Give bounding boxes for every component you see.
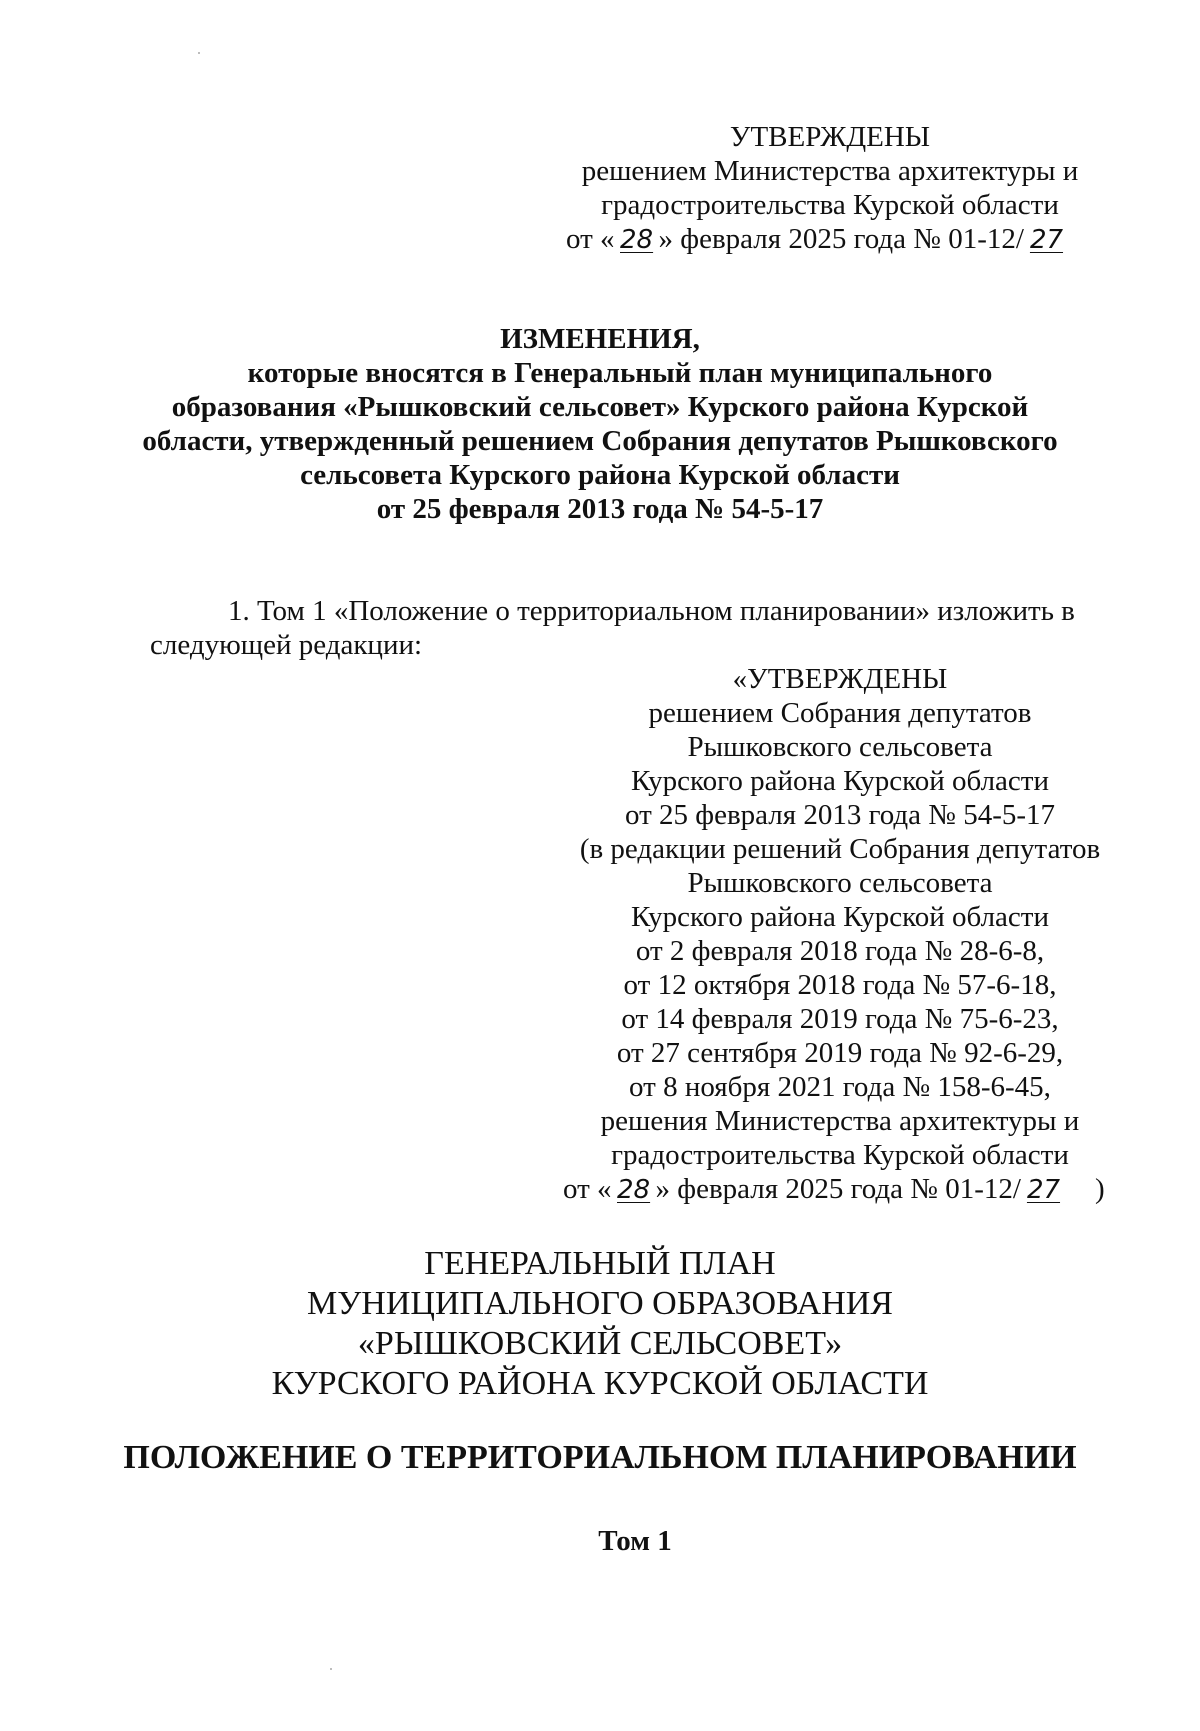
scan-speck xyxy=(330,1668,332,1670)
heading-line-3: области, утвержденный решением Собрания депутатов Рышковского xyxy=(142,425,1058,457)
plan-title-line-4: КУРСКОГО РАЙОНА КУРСКОЙ ОБЛАСТИ xyxy=(271,1365,929,1402)
approval-line-1: решением Министерства архитектуры и xyxy=(581,155,1079,187)
approval-date-prefix: от « xyxy=(566,223,615,255)
approval2-date-day-handwritten: 28 xyxy=(617,1175,651,1205)
approval2-date-middle: » февраля 2025 года № 01-12/ xyxy=(655,1173,1021,1205)
approval-date-number-handwritten: 27 xyxy=(1029,225,1064,255)
scan-speck xyxy=(198,52,200,54)
approval2-line-7: Курского района Курской области xyxy=(631,901,1049,933)
heading-line-1: которые вносятся в Генеральный план муниципального xyxy=(247,357,993,389)
plan-title-line-3: «РЫШКОВСКИЙ СЕЛЬСОВЕТ» xyxy=(357,1325,843,1362)
approval2-date-suffix: ) xyxy=(1094,1173,1105,1205)
approval-date-middle: » февраля 2025 года № 01-12/ xyxy=(658,223,1024,255)
paragraph-1-line-1: 1. Том 1 «Положение о территориальном планировании» изложить в xyxy=(228,595,1075,627)
approval-title: УТВЕРЖДЕНЫ xyxy=(729,121,931,153)
section-title: ПОЛОЖЕНИЕ О ТЕРРИТОРИАЛЬНОМ ПЛАНИРОВАНИИ xyxy=(123,1439,1077,1476)
plan-title-line-2: МУНИЦИПАЛЬНОГО ОБРАЗОВАНИЯ xyxy=(307,1285,893,1322)
approval2-line-5: (в редакции решений Собрания депутатов xyxy=(579,833,1101,865)
approval2-line-9: от 12 октября 2018 года № 57-6-18, xyxy=(623,969,1057,1001)
approval2-line-6: Рышковского сельсовета xyxy=(687,867,993,899)
approval2-line-8: от 2 февраля 2018 года № 28-6-8, xyxy=(635,935,1045,967)
approval2-date-prefix: от « xyxy=(563,1173,612,1205)
volume-label: Том 1 xyxy=(598,1525,672,1557)
approval2-line-2: Рышковского сельсовета xyxy=(687,731,993,763)
approval2-line-4: от 25 февраля 2013 года № 54-5-17 xyxy=(624,799,1056,831)
approval2-line-3: Курского района Курской области xyxy=(631,765,1049,797)
approval2-line-14: градостроительства Курской области xyxy=(611,1139,1069,1171)
plan-title-line-1: ГЕНЕРАЛЬНЫЙ ПЛАН xyxy=(424,1245,776,1282)
heading-title: ИЗМЕНЕНИЯ, xyxy=(500,323,700,355)
approval2-line-12: от 8 ноября 2021 года № 158-6-45, xyxy=(629,1071,1051,1103)
approval2-line-1: решением Собрания депутатов xyxy=(648,697,1032,729)
paragraph-1-line-2: следующей редакции: xyxy=(150,629,423,661)
approval2-date xyxy=(563,1172,1105,1207)
approval-date xyxy=(566,222,1098,257)
approval-line-2: градостроительства Курской области xyxy=(601,189,1059,221)
approval2-title: «УТВЕРЖДЕНЫ xyxy=(732,663,948,695)
heading-line-2: образования «Рышковский сельсовет» Курского района Курской xyxy=(171,391,1029,423)
heading-line-4: сельсовета Курского района Курской области xyxy=(300,459,900,491)
approval2-date-number-handwritten: 27 xyxy=(1026,1175,1061,1205)
approval2-line-11: от 27 сентября 2019 года № 92-6-29, xyxy=(616,1037,1064,1069)
heading-line-5: от 25 февраля 2013 года № 54-5-17 xyxy=(376,493,824,525)
approval2-line-13: решения Министерства архитектуры и xyxy=(600,1105,1080,1137)
approval-date-day-handwritten: 28 xyxy=(620,225,654,255)
approval2-line-10: от 14 февраля 2019 года № 75-6-23, xyxy=(621,1003,1059,1035)
